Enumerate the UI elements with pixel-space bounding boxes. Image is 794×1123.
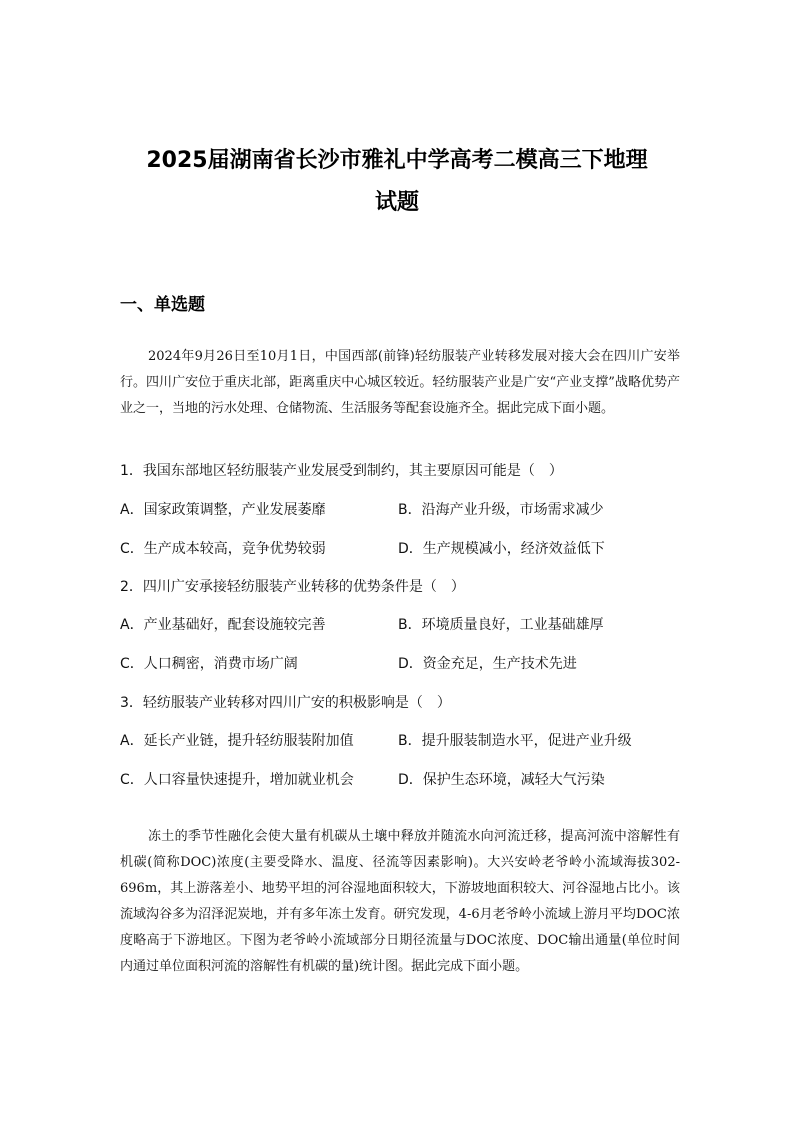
section-heading: 一、单选题	[120, 295, 205, 315]
question-3-option-d: D．保护生态环境，减轻大气污染	[398, 772, 605, 788]
document-title	[60, 140, 734, 224]
question-2-option-a: A．产业基础好，配套设施较完善	[120, 617, 326, 633]
question-1-option-b: B．沿海产业升级，市场需求减少	[398, 502, 604, 518]
question-2-option-d: D．资金充足，生产技术先进	[398, 656, 577, 672]
title-line-1: 2025届湖南省长沙市雅礼中学高考二模高三下地理	[146, 148, 648, 173]
title-line-2: 试题	[374, 190, 419, 215]
question-3-option-a: A．延长产业链，提升轻纺服装附加值	[120, 733, 354, 749]
question-1-option-d: D．生产规模减小，经济效益低下	[398, 541, 605, 557]
question-2-option-b: B．环境质量良好，工业基础雄厚	[398, 617, 604, 633]
passage-2: 冻土的季节性融化会使大量有机碳从土壤中释放并随流水向河流迁移，提高河流中溶解性有机碳(简称DOC)浓度(主要受降水、温度、径流等因素影响)。大兴安岭老爷岭小流域海拔302-696m，其上游落差小、地势平坦的河谷湿地面积较大，下游坡地面积较大、河谷湿地占比小。该流域沟谷多为沼泽泥炭地，并有多年冻土发育。研究发现，4-6月老爷岭小流域上游月平均DOC浓度略高于下游地区。下图为老爷岭小流域部分日期径流量与DOC浓度、DOC输出通量(单位时间内通过单位面积河流的溶解性有机碳的量)统计图。据此完成下面小题。	[120, 829, 680, 974]
passage-1: 2024年9月26日至10月1日，中国西部(前锋)轻纺服装产业转移发展对接大会在四川广安举行。四川广安位于重庆北部，距离重庆中心城区较近。轻纺服装产业是广安“产业支撑”战略优势产业之一，当地的污水处理、仓储物流、生活服务等配套设施齐全。据此完成下面小题。	[120, 349, 680, 416]
question-2-stem: 2．四川广安承接轻纺服装产业转移的优势条件是（ ）	[120, 579, 465, 595]
question-3-stem: 3．轻纺服装产业转移对四川广安的积极影响是（ ）	[120, 695, 451, 711]
question-2-option-c: C．人口稠密，消费市场广阔	[120, 656, 298, 672]
question-3-option-c: C．人口容量快速提升，增加就业机会	[120, 772, 354, 788]
question-1-option-a: A．国家政策调整，产业发展萎靡	[120, 502, 326, 518]
question-3-option-b: B．提升服装制造水平，促进产业升级	[398, 733, 632, 749]
question-1-stem: 1．我国东部地区轻纺服装产业发展受到制约，其主要原因可能是（ ）	[120, 463, 563, 479]
question-1-option-c: C．生产成本较高，竞争优势较弱	[120, 541, 326, 557]
